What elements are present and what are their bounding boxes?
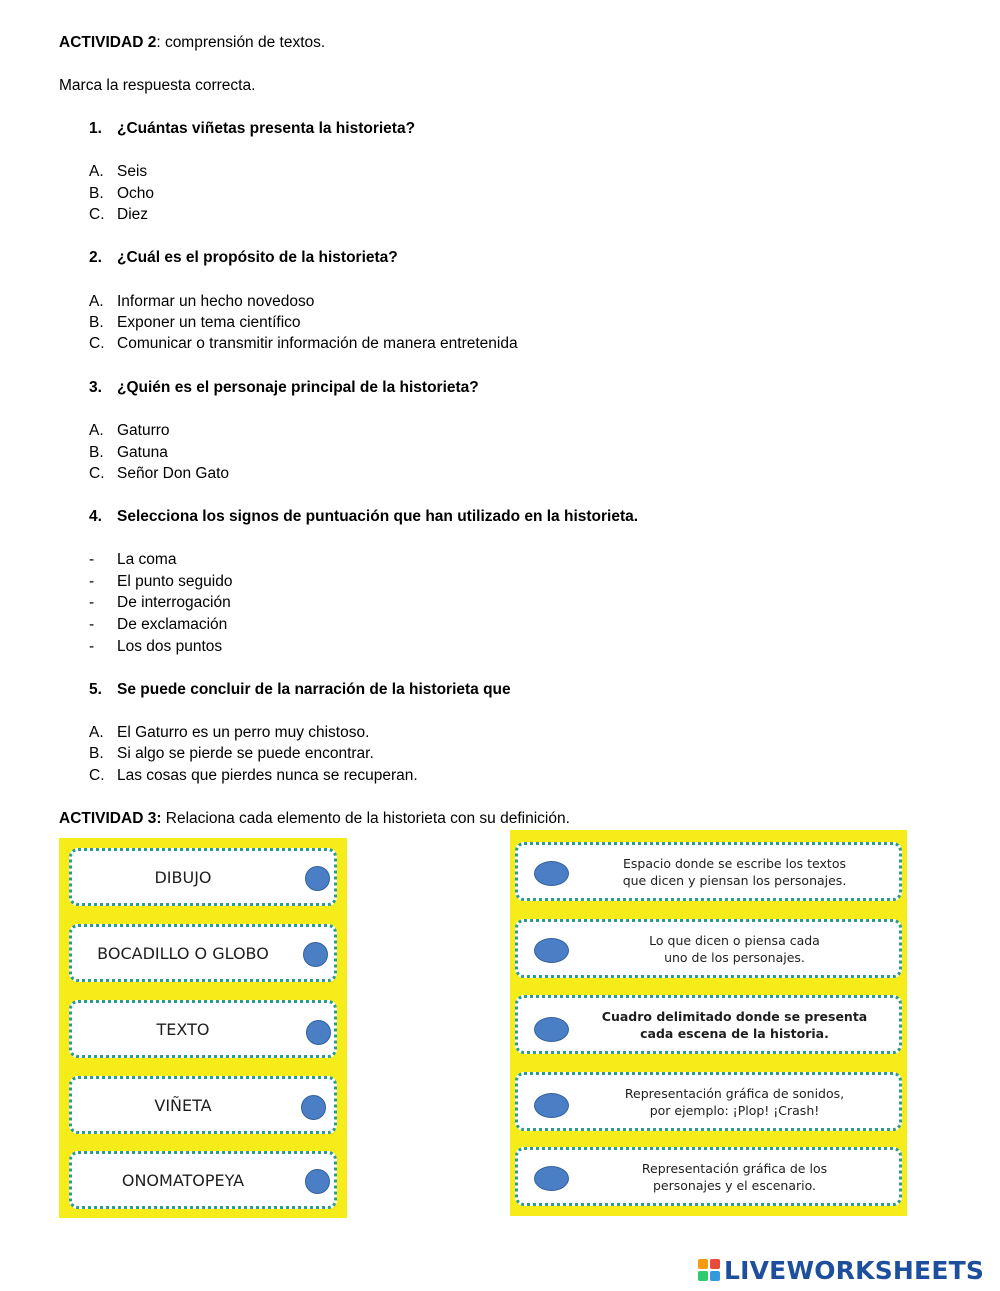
option-marker: A. [89, 724, 104, 741]
option-marker: - [89, 638, 95, 655]
term-card [69, 1151, 337, 1209]
option-text: Exponer un tema científico [117, 314, 301, 331]
definition-match-dot[interactable] [534, 861, 569, 886]
option-marker: C. [89, 206, 105, 223]
definition-line: Espacio donde se escribe los textos [623, 855, 846, 871]
activity2-instruction: Marca la respuesta correcta. [59, 77, 256, 94]
definition-label [576, 1150, 893, 1203]
option-text: Seis [117, 163, 148, 180]
option-text: Señor Don Gato [117, 465, 230, 482]
question-text: Se puede concluir de la narración de la historieta que [117, 681, 511, 698]
term-match-dot[interactable] [305, 1169, 330, 1194]
option-text: El Gaturro es un perro muy chistoso. [117, 724, 370, 741]
option-text: De interrogación [117, 594, 231, 611]
definition-line: uno de los personajes. [664, 949, 805, 965]
question-number: 3. [89, 379, 102, 396]
question-text: ¿Cuántas viñetas presenta la historieta? [117, 120, 416, 137]
definition-line: Representación gráfica de los [641, 1160, 828, 1176]
definitions-panel [510, 830, 907, 1216]
term-card [69, 924, 337, 982]
definition-line: personajes y el escenario. [652, 1177, 816, 1193]
option-text: Las cosas que pierdes nunca se recuperan. [117, 767, 418, 784]
option-marker: C. [89, 767, 105, 784]
activity2-title-rest: : comprensión de textos. [156, 34, 326, 51]
option-marker: C. [89, 335, 105, 352]
option-text: De exclamación [117, 616, 228, 633]
question-number: 1. [89, 120, 102, 137]
question-text: Selecciona los signos de puntuación que han utilizado en la historieta. [117, 508, 639, 525]
term-card [69, 1076, 337, 1134]
definition-match-dot[interactable] [534, 1093, 569, 1118]
definition-label [576, 845, 893, 898]
definition-match-dot[interactable] [534, 938, 569, 963]
option-marker: B. [89, 745, 104, 762]
term-label: BOCADILLO O GLOBO [97, 943, 269, 963]
terms-panel [59, 838, 347, 1218]
term-match-dot[interactable] [301, 1095, 326, 1120]
term-label: TEXTO [156, 1019, 210, 1039]
definition-label [576, 1075, 893, 1128]
option-marker: - [89, 616, 95, 633]
term-label: VIÑETA [154, 1095, 212, 1115]
option-text: El punto seguido [117, 573, 233, 590]
option-marker: B. [89, 444, 104, 461]
term-match-dot[interactable] [306, 1020, 331, 1045]
definition-label [576, 922, 893, 975]
activity2-title-bold: ACTIVIDAD 2 [59, 34, 157, 51]
term-card [69, 1000, 337, 1058]
option-marker: B. [89, 314, 104, 331]
option-text: Gatuna [117, 444, 168, 461]
activity3-title-bold: ACTIVIDAD 3: [59, 810, 162, 827]
question-number: 5. [89, 681, 102, 698]
definition-card [515, 995, 902, 1054]
definition-line: Cuadro delimitado donde se presenta [601, 1008, 868, 1024]
activity2-title [59, 34, 325, 52]
option-text: Ocho [117, 185, 155, 202]
question-number: 2. [89, 249, 102, 266]
option-marker: A. [89, 163, 104, 180]
logo-text: LIVEWORKSHEETS [724, 1255, 985, 1285]
option-text: Comunicar o transmitir información de manera entretenida [117, 335, 518, 352]
option-marker: C. [89, 465, 105, 482]
term-label: DIBUJO [154, 867, 212, 887]
option-text: Si algo se pierde se puede encontrar. [117, 745, 374, 762]
term-card [69, 848, 337, 906]
definition-card [515, 1147, 902, 1206]
activity3-title [59, 810, 570, 828]
definition-match-dot[interactable] [534, 1017, 569, 1042]
option-text: Diez [117, 206, 149, 223]
term-match-dot[interactable] [303, 942, 328, 967]
option-marker: - [89, 551, 95, 568]
term-match-dot[interactable] [305, 866, 330, 891]
option-marker: - [89, 573, 95, 590]
option-text: Gaturro [117, 422, 170, 439]
question-number: 4. [89, 508, 102, 525]
question-text: ¿Cuál es el propósito de la historieta? [117, 249, 398, 266]
option-marker: B. [89, 185, 104, 202]
logo-mark-icon [698, 1259, 720, 1281]
definition-card [515, 919, 902, 978]
definition-card [515, 1072, 902, 1131]
option-marker: A. [89, 293, 104, 310]
definition-line: Lo que dicen o piensa cada [649, 932, 820, 948]
option-marker: - [89, 594, 95, 611]
definition-match-dot[interactable] [534, 1166, 569, 1191]
option-text: La coma [117, 551, 177, 568]
definition-line: cada escena de la historia. [640, 1025, 829, 1041]
term-label: ONOMATOPEYA [121, 1170, 245, 1190]
definition-card [515, 842, 902, 901]
option-marker: A. [89, 422, 104, 439]
activity3-title-rest: Relaciona cada elemento de la historieta con su definición. [161, 810, 570, 827]
definition-line: Representación gráfica de sonidos, [624, 1085, 845, 1101]
definition-label [576, 998, 893, 1051]
definition-line: que dicen y piensan los personajes. [622, 872, 847, 888]
definition-line: por ejemplo: ¡Plop! ¡Crash! [649, 1102, 820, 1118]
question-text: ¿Quién es el personaje principal de la historieta? [117, 379, 479, 396]
option-text: Los dos puntos [117, 638, 223, 655]
liveworksheets-logo[interactable] [698, 1255, 984, 1285]
option-text: Informar un hecho novedoso [117, 293, 315, 310]
